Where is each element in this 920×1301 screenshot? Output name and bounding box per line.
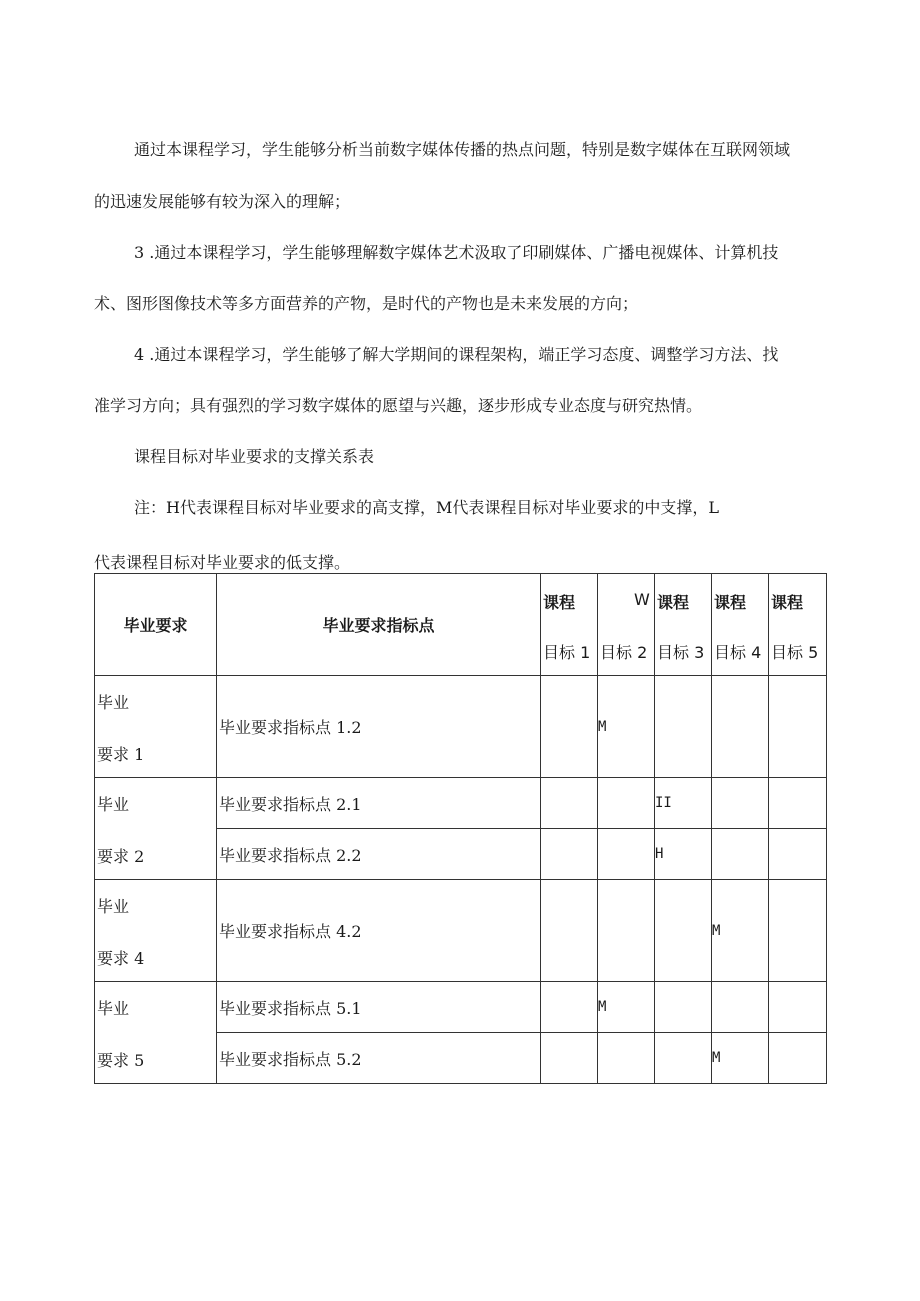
mark-cell (598, 829, 655, 880)
mark-cell: M (598, 676, 655, 778)
mark-cell (769, 778, 827, 829)
goal-3-bottom: 目标 3 (657, 643, 705, 662)
mark-cell (541, 1033, 598, 1084)
paragraph-3-line-1: 3 .通过本课程学习，学生能够理解数字媒体艺术汲取了印刷媒体、广播电视媒体、计算机技 (134, 243, 779, 262)
indicator-cell: 毕业要求指标点 2.2 (217, 829, 541, 880)
mark-cell: M (598, 982, 655, 1033)
goal-2-bottom: 目标 2 (600, 643, 648, 662)
requirement-1-line-2: 要求 1 (97, 745, 145, 764)
mark-cell (541, 982, 598, 1033)
requirement-cell-2 (95, 778, 217, 880)
table-row (95, 676, 827, 778)
mark-cell (655, 676, 712, 778)
goal-1-bottom: 目标 1 (543, 643, 591, 662)
note-line-1: 注：H代表课程目标对毕业要求的高支撑，M代表课程目标对毕业要求的中支撑，L (134, 498, 719, 517)
goal-5-bottom: 目标 5 (771, 643, 819, 662)
mark-cell (769, 1033, 827, 1084)
mark-cell (712, 829, 769, 880)
goal-4-bottom: 目标 4 (714, 643, 762, 662)
goal-4-top: 课程 (714, 593, 747, 612)
support-relationship-table (94, 573, 827, 1084)
paragraph-4-line-1: 4 .通过本课程学习，学生能够了解大学期间的课程架构，端正学习态度、调整学习方法、找 (134, 345, 779, 364)
mark-cell (769, 829, 827, 880)
mark-cell (541, 880, 598, 982)
header-goal-3 (655, 574, 712, 676)
goal-5-top: 课程 (771, 593, 804, 612)
requirement-cell-1 (95, 676, 217, 778)
indicator-cell: 毕业要求指标点 4.2 (217, 880, 541, 982)
requirement-5-line-2: 要求 5 (97, 1051, 145, 1070)
requirement-cell-5 (95, 982, 217, 1084)
requirement-cell-4 (95, 880, 217, 982)
header-goal-5 (769, 574, 827, 676)
mark-cell (712, 676, 769, 778)
requirement-2-line-1: 毕业 (97, 795, 130, 814)
goal-3-top: 课程 (657, 593, 690, 612)
table-row (95, 778, 827, 829)
requirement-4-line-1: 毕业 (97, 897, 130, 916)
mark-cell (598, 1033, 655, 1084)
table-header-row (95, 574, 827, 676)
requirement-1-line-1: 毕业 (97, 693, 130, 712)
requirement-4-line-2: 要求 4 (97, 949, 145, 968)
table-row (95, 880, 827, 982)
header-goal-2 (598, 574, 655, 676)
paragraph-3-line-2: 术、图形图像技术等多方面营养的产物，是时代的产物也是未来发展的方向； (94, 294, 639, 313)
indicator-cell: 毕业要求指标点 5.1 (217, 982, 541, 1033)
mark-cell (712, 982, 769, 1033)
indicator-cell: 毕业要求指标点 2.1 (217, 778, 541, 829)
mark-cell (655, 982, 712, 1033)
mark-cell (541, 829, 598, 880)
note-line-2: 代表课程目标对毕业要求的低支撑。 (94, 553, 351, 572)
requirement-2-line-2: 要求 2 (97, 847, 145, 866)
mark-cell: II (655, 778, 712, 829)
mark-cell (712, 778, 769, 829)
paragraph-4-line-2: 准学习方向；具有强烈的学习数字媒体的愿望与兴趣，逐步形成专业态度与研究热情。 (94, 396, 703, 415)
header-indicator: 毕业要求指标点 (217, 574, 541, 676)
mark-cell (769, 982, 827, 1033)
mark-cell (598, 880, 655, 982)
requirement-5-line-1: 毕业 (97, 999, 130, 1018)
mark-cell: M (712, 880, 769, 982)
paragraph-2-line-1: 通过本课程学习，学生能够分析当前数字媒体传播的热点问题，特别是数字媒体在互联网领域 (134, 140, 791, 159)
mark-cell (541, 778, 598, 829)
indicator-cell: 毕业要求指标点 5.2 (217, 1033, 541, 1084)
mark-cell: M (712, 1033, 769, 1084)
table-row (95, 982, 827, 1033)
mark-cell (598, 778, 655, 829)
goal-2-w-glyph: W (634, 590, 650, 609)
mark-cell (541, 676, 598, 778)
header-goal-4 (712, 574, 769, 676)
mark-cell (769, 676, 827, 778)
paragraph-2-line-2: 的迅速发展能够有较为深入的理解； (94, 192, 351, 211)
mark-cell (655, 1033, 712, 1084)
indicator-cell: 毕业要求指标点 1.2 (217, 676, 541, 778)
mark-cell: H (655, 829, 712, 880)
table-caption: 课程目标对毕业要求的支撑关系表 (134, 447, 375, 466)
mark-cell (769, 880, 827, 982)
goal-1-top: 课程 (543, 593, 576, 612)
header-goal-1 (541, 574, 598, 676)
mark-cell (655, 880, 712, 982)
header-requirement: 毕业要求 (95, 574, 217, 676)
